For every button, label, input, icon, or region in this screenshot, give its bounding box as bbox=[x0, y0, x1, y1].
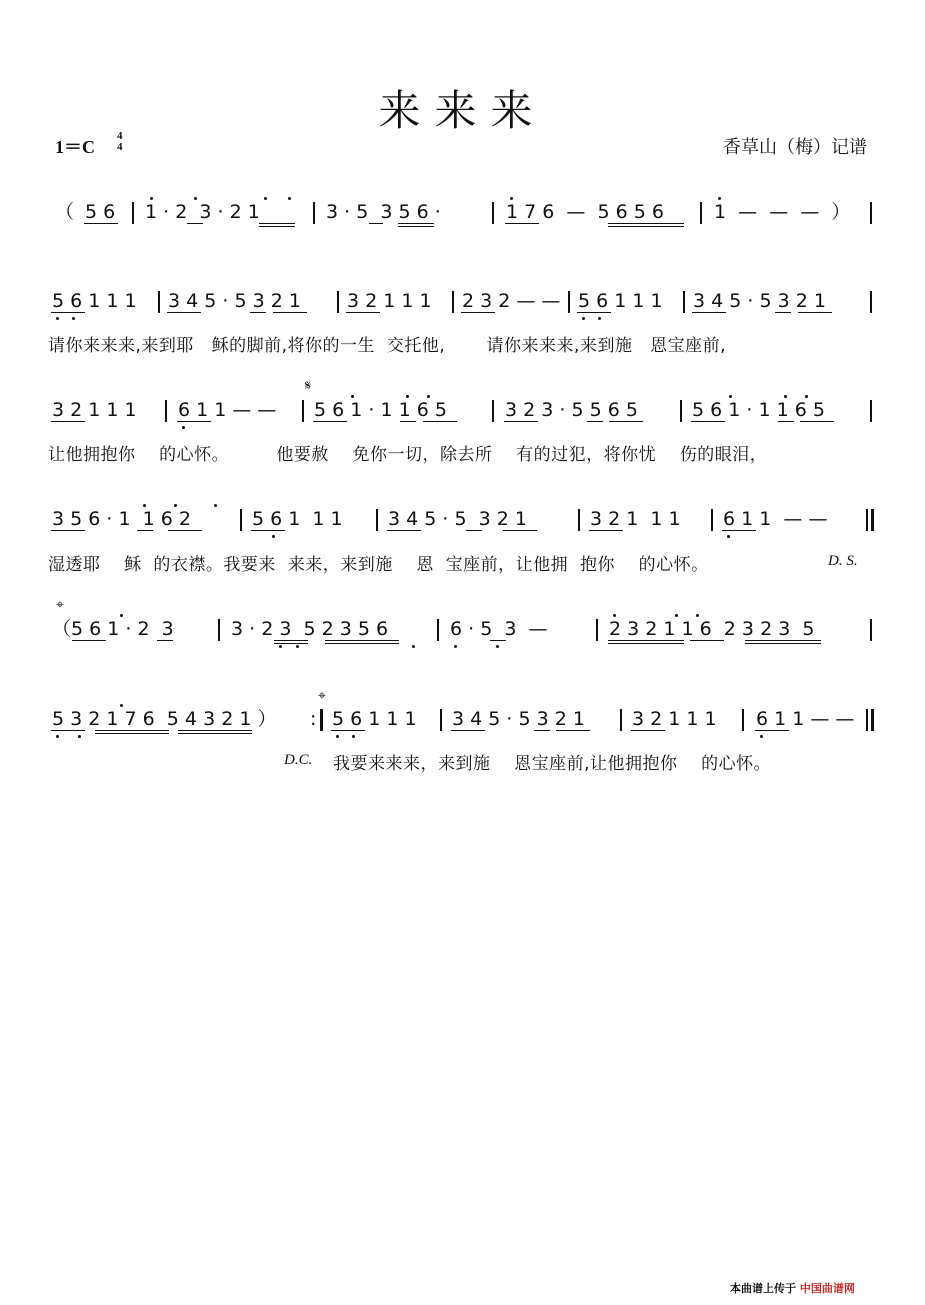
staff-line-3: 3 2 1 1 1 6 1 1 — — 5 6 1 · 1 1 6 5 3 2 3 · 5 5 6 5 5 6 1 · 1 1 6 5 bbox=[0, 398, 925, 438]
staff-line-1: （ 5 6 1 · 2 3 · 2 1 3 · 5 3 5 6 · 1 7 6 — 5 6 5 6 1 — — — ） bbox=[0, 200, 925, 240]
key-signature: 1＝C 4 4 bbox=[55, 130, 123, 157]
song-title: 来来来 bbox=[378, 86, 547, 135]
coda-mark-1: ⌖ bbox=[56, 597, 64, 613]
lyrics-line-3: 湿透耶 稣 的衣襟。我要来 来来，来到施 恩 宝座前，让他拥 抱你 的心怀。 bbox=[48, 555, 709, 575]
lyrics-line-1: 请你来来来,来到耶 稣的脚前,将你的一生 交托他, 请你来来来,来到施 恩宝座前, bbox=[48, 336, 727, 356]
footer-credit: 本曲谱上传于 中国曲谱网 bbox=[730, 1282, 855, 1295]
staff-line-4: 3 5 6 · 1 1 6 2 5 6 1 1 1 3 4 5 · 5 3 2 1 3 2 1 1 1 6 1 1 — — bbox=[0, 507, 925, 547]
site-logo: 中国曲谱网 bbox=[799, 1282, 855, 1295]
arranger-credit: 香草山（梅）记谱 bbox=[723, 137, 867, 158]
staff-line-2: 5 6 1 1 1 3 4 5 · 5 3 2 1 3 2 1 1 1 2 3 2 — — 5 6 1 1 1 3 4 5 · 5 3 2 1 bbox=[0, 289, 925, 329]
time-signature: 4 4 bbox=[117, 130, 123, 153]
lyrics-line-2: 让他拥抱你 的心怀。 他要赦 免你一切，除去所 有的过犯，将你忧 伤的眼泪， bbox=[48, 445, 768, 465]
lyrics-line-4: 我要来来来，来到施 恩宝座前,让他拥抱你 的心怀。 bbox=[333, 754, 772, 774]
ds-marker: D. S. bbox=[828, 553, 858, 569]
segno-mark: 𝄋 bbox=[305, 378, 312, 394]
dc-marker: D.C. bbox=[284, 752, 313, 768]
staff-line-6: 5 3 2 1 7 6 5 4 3 2 1 ） : 5 6 1 1 1 3 4 5 · 5 3 2 1 3 2 1 1 1 6 1 1 — — bbox=[0, 707, 925, 747]
coda-mark-2: ⌖ bbox=[318, 688, 326, 704]
staff-line-5: （5 6 1 · 2 3 3 · 2 3 5 2 3 5 6 6 · 5 3 — 2 3 2 1 1 6 2 3 2 3 5 bbox=[0, 617, 925, 657]
